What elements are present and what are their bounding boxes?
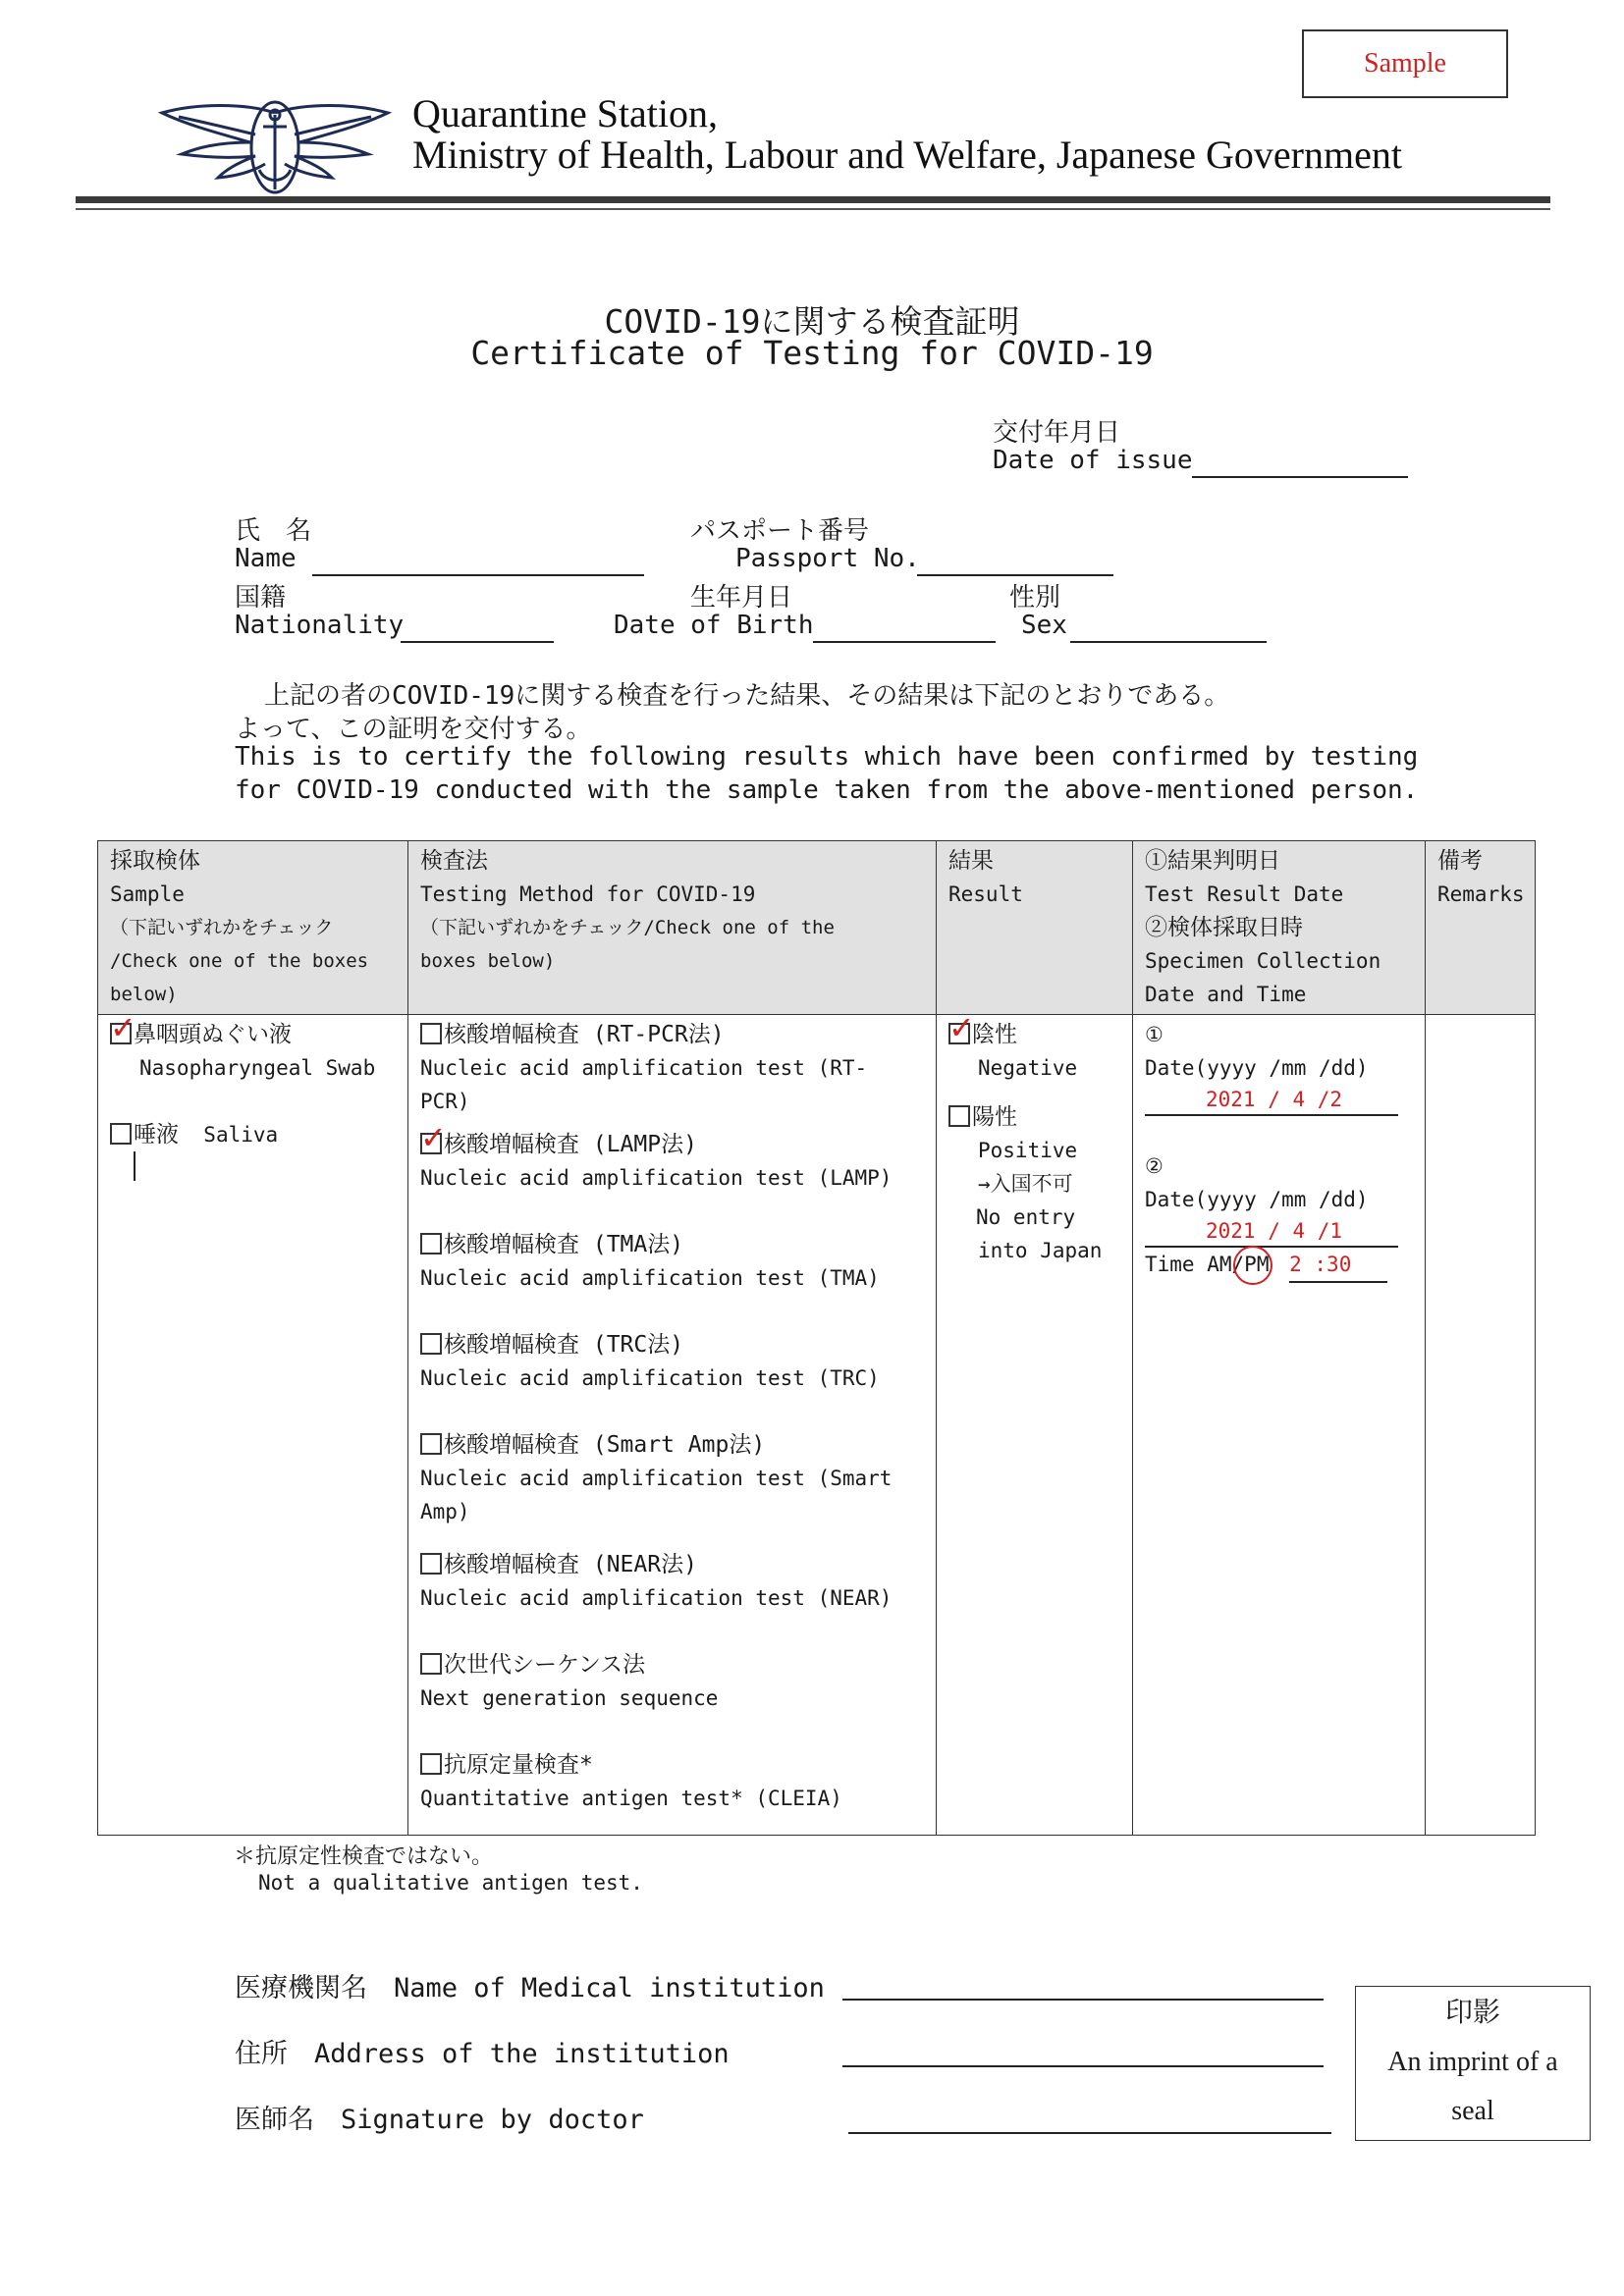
- checkbox-swab-checked[interactable]: [110, 1023, 132, 1044]
- sex-label-en: Sex: [1021, 611, 1067, 640]
- method-smart-amp[interactable]: 核酸増幅検査 (Smart Amp法): [420, 1428, 924, 1462]
- footnote-en: Not a qualitative antigen test.: [258, 1871, 643, 1895]
- issue-date-label-ja: 交付年月日: [993, 418, 1121, 448]
- header-sample: 採取検体 Sample （下記いずれかをチェック /Check one of the boxes below): [98, 841, 408, 1015]
- nationality-label-en: Nationality: [235, 611, 405, 640]
- method-near[interactable]: 核酸増幅検査 (NEAR法): [420, 1548, 924, 1581]
- sex-label-ja: 性別: [1009, 583, 1061, 613]
- collection-time-value[interactable]: 2 :30: [1289, 1248, 1387, 1283]
- checkbox-rt-pcr[interactable]: [420, 1023, 442, 1044]
- checkbox-trc[interactable]: [420, 1333, 442, 1355]
- checkbox-antigen[interactable]: [420, 1753, 442, 1775]
- name-field[interactable]: [312, 574, 644, 576]
- dob-field[interactable]: [813, 641, 996, 643]
- method-ngs[interactable]: 次世代シーケンス法: [420, 1648, 924, 1682]
- doctor-signature-field[interactable]: [848, 2132, 1331, 2134]
- method-cell: 核酸増幅検査 (RT-PCR法) Nucleic acid amplification test (RT- PCR) ✓核酸増幅検査 (LAMP法) Nucleic acid amplification test (LAMP) 核酸増幅検査 (TMA法) Nucleic acid amplification test (TMA) 核酸増幅検査 (TRC法) Nucleic acid amplification test (TRC) 核酸増幅検査 (Smart Amp法) Nucleic acid amplification test (Smart Amp) 核酸増幅検査 (NEAR法) Nucleic acid amplification test (NEAR) 次世代シーケンス法 Next generation sequence 抗原定量検査* Quantitative antigen test* (CLEIA): [408, 1015, 937, 1836]
- dob-label-ja: 生年月日: [690, 583, 793, 613]
- name-label-ja: 氏 名: [235, 516, 312, 546]
- sample-swab-en: Nasopharyngeal Swab: [139, 1056, 376, 1080]
- header-method: 検査法 Testing Method for COVID-19 （下記いずれかをチェック/Check one of the boxes below): [408, 841, 937, 1015]
- method-lamp[interactable]: ✓核酸増幅検査 (LAMP法): [420, 1128, 924, 1161]
- statement-ja-line2: よって、この証明を交付する。: [235, 715, 592, 744]
- statement-en-line1: This is to certify the following results which have been confirmed by testing: [235, 742, 1419, 772]
- org-name-line2: Ministry of Health, Labour and Welfare, Japanese Government: [412, 133, 1402, 177]
- header-rule-thin: [76, 208, 1550, 210]
- sample-cell: [98, 1015, 408, 1836]
- pm-selected-circle: [1233, 1246, 1272, 1285]
- seal-label-en1: An imprint of a: [1387, 2047, 1558, 2077]
- passport-label-en: Passport No.: [735, 544, 920, 573]
- passport-field[interactable]: [917, 574, 1113, 576]
- institution-address-field[interactable]: [842, 2065, 1324, 2067]
- method-antigen[interactable]: 抗原定量検査*: [420, 1748, 924, 1782]
- seal-label-en2: seal: [1451, 2096, 1494, 2126]
- checkbox-near[interactable]: [420, 1553, 442, 1575]
- header-dates: ①結果判明日 Test Result Date ②検体採取日時 Specimen Collection Date and Time: [1133, 841, 1426, 1015]
- nationality-field[interactable]: [401, 641, 554, 643]
- collection-time-row: Time AM/PM 2 :30: [1145, 1248, 1413, 1283]
- results-table: [97, 840, 1536, 1836]
- issue-date-label-en: Date of issue: [993, 446, 1193, 475]
- header-result: 結果 Result: [937, 841, 1133, 1015]
- sample-stamp: Sample: [1302, 29, 1508, 98]
- collection-date-value[interactable]: 2021 / 4 /1: [1145, 1216, 1398, 1248]
- statement-en-line2: for COVID-19 conducted with the sample taken from the above-mentioned person.: [235, 775, 1419, 805]
- checkbox-ngs[interactable]: [420, 1653, 442, 1675]
- remarks-cell[interactable]: [1426, 1015, 1536, 1836]
- institution-address-label: 住所 Address of the institution: [235, 2039, 730, 2069]
- method-rt-pcr[interactable]: 核酸増幅検査 (RT-PCR法): [420, 1018, 924, 1051]
- institution-name-label: 医療機関名 Name of Medical institution: [235, 1973, 825, 2003]
- title-japanese: COVID-19に関する検査証明: [604, 302, 1020, 341]
- quarantine-emblem-icon: [157, 93, 393, 201]
- checkbox-smart-amp[interactable]: [420, 1433, 442, 1455]
- result-positive[interactable]: 陽性: [948, 1100, 1120, 1134]
- name-label-en: Name: [235, 544, 297, 573]
- table-header-row: [98, 841, 1536, 1015]
- doctor-signature-label: 医師名 Signature by doctor: [235, 2105, 644, 2135]
- text-cursor: [134, 1151, 135, 1181]
- header-remarks: 備考 Remarks: [1426, 841, 1536, 1015]
- institution-name-field[interactable]: [842, 1999, 1324, 2001]
- dates-cell: ① Date(yyyy /mm /dd) 2021 / 4 /2 ② Date(yyyy /mm /dd) 2021 / 4 /1 Time AM/PM 2 :30: [1133, 1015, 1426, 1836]
- nationality-label-ja: 国籍: [235, 583, 287, 613]
- checkbox-tma[interactable]: [420, 1233, 442, 1255]
- sample-option-saliva[interactable]: 唾液 Saliva: [110, 1118, 396, 1151]
- method-trc[interactable]: 核酸増幅検査 (TRC法): [420, 1328, 924, 1362]
- dob-label-en: Date of Birth: [614, 611, 814, 640]
- header-rule: [76, 196, 1550, 203]
- org-name-line1: Quarantine Station,: [412, 91, 719, 135]
- checkbox-positive[interactable]: [948, 1105, 970, 1127]
- method-tma[interactable]: 核酸増幅検査 (TMA法): [420, 1228, 924, 1261]
- result-date-value[interactable]: 2021 / 4 /2: [1145, 1085, 1398, 1116]
- result-cell: ✓陰性 Negative 陽性 Positive →入国不可 No entry into Japan: [937, 1015, 1133, 1836]
- checkbox-saliva[interactable]: [110, 1123, 132, 1145]
- result-negative[interactable]: ✓陰性: [948, 1018, 1120, 1051]
- checkbox-lamp-checked[interactable]: [420, 1133, 442, 1154]
- seal-box[interactable]: [1355, 1986, 1591, 2141]
- statement-ja-line1: 上記の者のCOVID-19に関する検査を行った結果、その結果は下記のとおりである。: [264, 681, 1230, 711]
- footnote-ja: ＊抗原定性検査ではない。: [234, 1844, 494, 1869]
- sex-field[interactable]: [1070, 641, 1267, 643]
- checkbox-negative-checked[interactable]: [948, 1023, 970, 1044]
- seal-label-ja: 印影: [1444, 1998, 1500, 2028]
- table-row: [98, 1015, 1536, 1836]
- sample-option-swab[interactable]: ✓鼻咽頭ぬぐい液: [110, 1018, 396, 1051]
- issue-date-field[interactable]: [1192, 476, 1408, 478]
- passport-label-ja: パスポート番号: [690, 516, 870, 546]
- title-english: Certificate of Testing for COVID-19: [470, 334, 1154, 372]
